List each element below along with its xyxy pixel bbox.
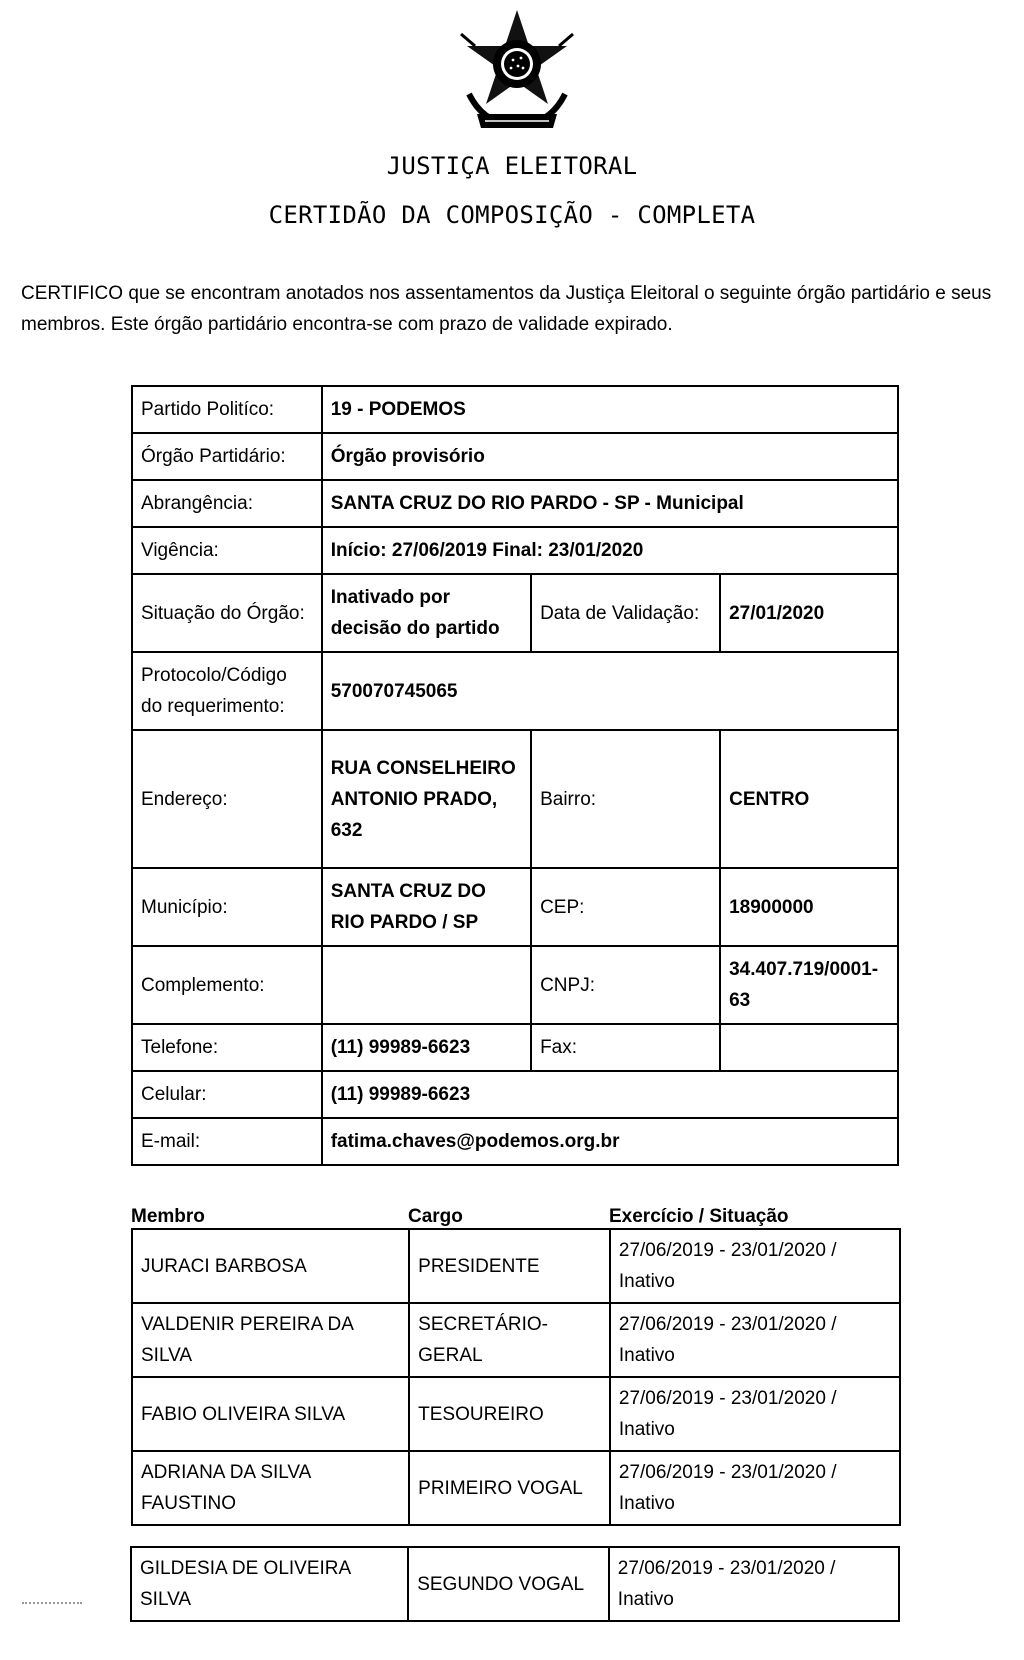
table-row: [132, 1451, 900, 1525]
email-value: fatima.chaves@podemos.org.br: [322, 1118, 898, 1165]
member-name: GILDESIA DE OLIVEIRA SILVA: [131, 1547, 408, 1621]
cep-value: 18900000: [720, 868, 898, 946]
member-role: SEGUNDO VOGAL: [408, 1547, 609, 1621]
members-table-continuation: [130, 1546, 900, 1622]
validacao-value: 27/01/2020: [720, 574, 898, 652]
certification-text: CERTIFICO que se encontram anotados nos assentamentos da Justiça Eleitoral o seguinte órgão partidário e seus membros. Este órgão partidário encontra-se com prazo de validade expirado.: [21, 283, 992, 335]
table-row: [132, 1229, 900, 1303]
fax-value: [720, 1024, 898, 1071]
abrangencia-value: SANTA CRUZ DO RIO PARDO - SP - Municipal: [322, 480, 898, 527]
member-period: 27/06/2019 - 23/01/2020 / Inativo: [610, 1377, 900, 1451]
member-name: FABIO OLIVEIRA SILVA: [132, 1377, 409, 1451]
row-abrangencia: [132, 480, 898, 527]
celular-value: (11) 99989-6623: [322, 1071, 898, 1118]
scan-artifact: [22, 1602, 82, 1608]
member-period: 27/06/2019 - 23/01/2020 / Inativo: [610, 1451, 900, 1525]
page-subtitle: CERTIDÃO DA COMPOSIÇÃO - COMPLETA: [268, 201, 756, 229]
abrangencia-label: Abrangência:: [132, 480, 322, 527]
table-row: [132, 1377, 900, 1451]
orgao-label: Órgão Partidário:: [132, 433, 322, 480]
situacao-value: Inativado por decisão do partido: [322, 574, 531, 652]
row-situacao: [132, 574, 898, 652]
row-endereco: [132, 730, 898, 868]
row-telefone: [132, 1024, 898, 1071]
row-protocolo: [132, 652, 898, 730]
column-header-exercicio: Exercício / Situação: [609, 1206, 789, 1227]
complemento-value: [322, 946, 531, 1024]
complemento-label: Complemento:: [132, 946, 322, 1024]
partido-label: Partido Politíco:: [132, 386, 322, 433]
member-period: 27/06/2019 - 23/01/2020 / Inativo: [609, 1547, 899, 1621]
situacao-label: Situação do Órgão:: [132, 574, 322, 652]
vigencia-value: Início: 27/06/2019 Final: 23/01/2020: [322, 527, 898, 574]
members-table: [131, 1228, 901, 1526]
member-period: 27/06/2019 - 23/01/2020 / Inativo: [610, 1303, 900, 1377]
protocolo-value: 570070745065: [322, 652, 898, 730]
cnpj-label: CNPJ:: [531, 946, 720, 1024]
member-name: ADRIANA DA SILVA FAUSTINO: [132, 1451, 409, 1525]
row-complemento: [132, 946, 898, 1024]
member-name: JURACI BARBOSA: [132, 1229, 409, 1303]
row-celular: [132, 1071, 898, 1118]
row-vigencia: [132, 527, 898, 574]
member-period: 27/06/2019 - 23/01/2020 / Inativo: [610, 1229, 900, 1303]
vigencia-label: Vigência:: [132, 527, 322, 574]
organ-info-table: [131, 385, 899, 1166]
cnpj-value: 34.407.719/0001-63: [720, 946, 898, 1024]
member-role: PRIMEIRO VOGAL: [409, 1451, 610, 1525]
brazil-coat-of-arms-icon: [455, 6, 579, 136]
page-title: JUSTIÇA ELEITORAL: [386, 152, 638, 180]
endereco-label: Endereço:: [132, 730, 322, 868]
member-role: TESOUREIRO: [409, 1377, 610, 1451]
endereco-value: RUA CONSELHEIRO ANTONIO PRADO, 632: [322, 730, 531, 868]
row-orgao: [132, 433, 898, 480]
bairro-label: Bairro:: [531, 730, 720, 868]
bairro-value: CENTRO: [720, 730, 898, 868]
row-municipio: [132, 868, 898, 946]
column-header-cargo: Cargo: [408, 1206, 463, 1227]
member-role: PRESIDENTE: [409, 1229, 610, 1303]
partido-value: 19 - PODEMOS: [322, 386, 898, 433]
table-row: [132, 1303, 900, 1377]
email-label: E-mail:: [132, 1118, 322, 1165]
member-role: SECRETÁRIO-GERAL: [409, 1303, 610, 1377]
row-email: [132, 1118, 898, 1165]
municipio-value: SANTA CRUZ DO RIO PARDO / SP: [322, 868, 531, 946]
protocolo-label: Protocolo/Código do requerimento:: [132, 652, 322, 730]
telefone-value: (11) 99989-6623: [322, 1024, 531, 1071]
telefone-label: Telefone:: [132, 1024, 322, 1071]
municipio-label: Município:: [132, 868, 322, 946]
page-tear-gap: [0, 1532, 1024, 1544]
row-partido: [132, 386, 898, 433]
column-header-membro: Membro: [131, 1206, 205, 1227]
orgao-value: Órgão provisório: [322, 433, 898, 480]
celular-label: Celular:: [132, 1071, 322, 1118]
validacao-label: Data de Validação:: [531, 574, 720, 652]
table-row: [131, 1547, 899, 1621]
member-name: VALDENIR PEREIRA DA SILVA: [132, 1303, 409, 1377]
fax-label: Fax:: [531, 1024, 720, 1071]
cep-label: CEP:: [531, 868, 720, 946]
